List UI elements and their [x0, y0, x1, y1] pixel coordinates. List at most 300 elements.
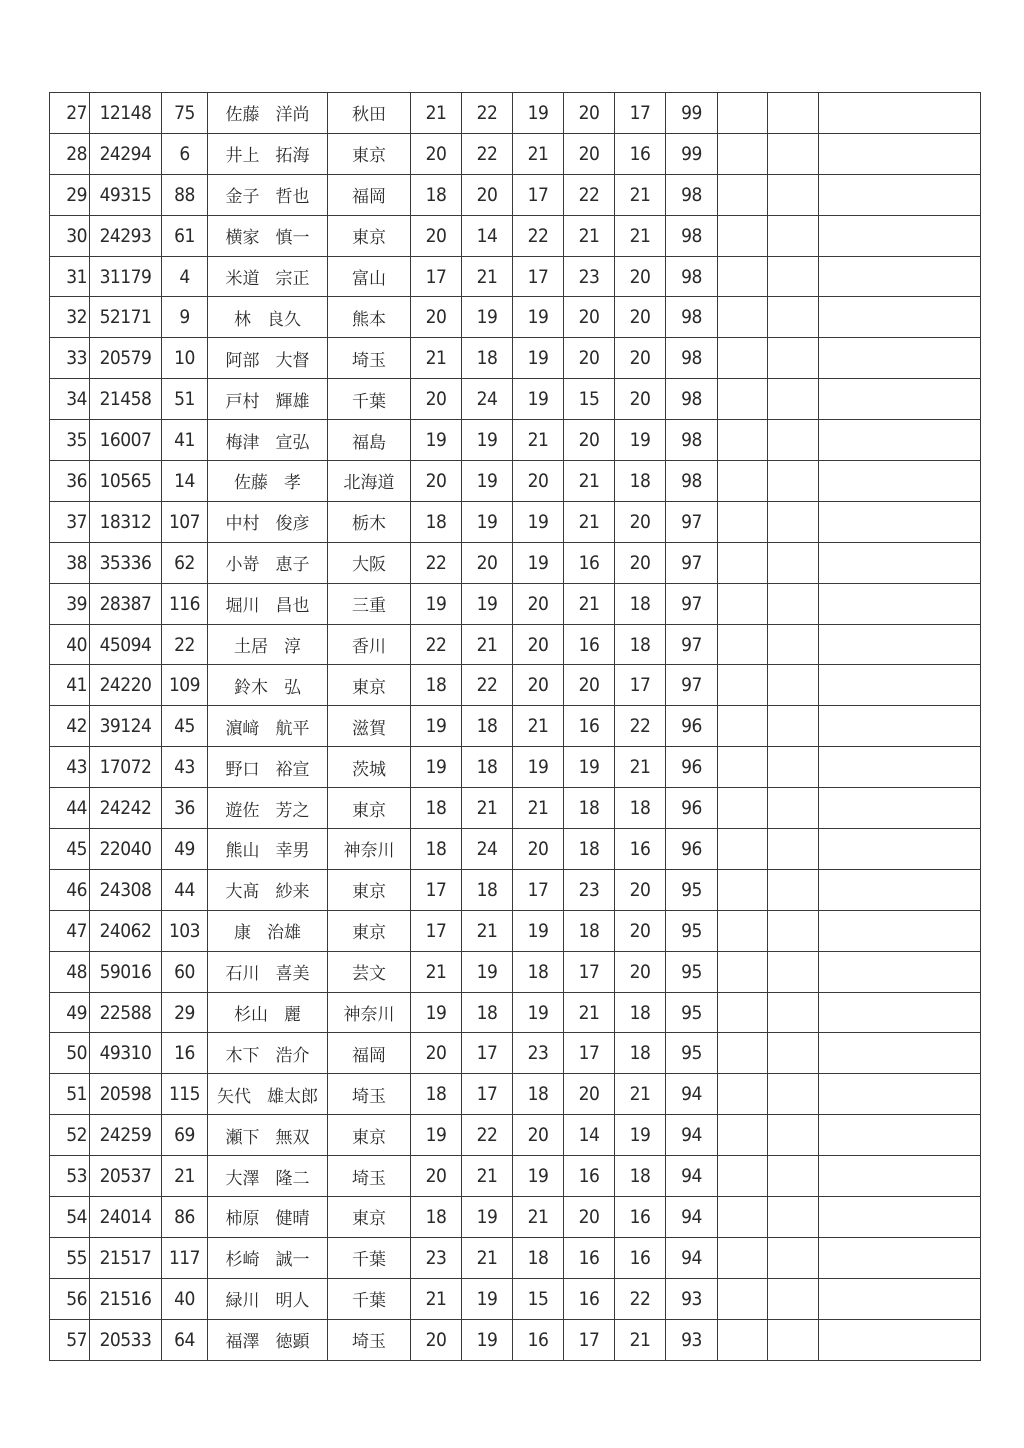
member-id-cell: 20533 — [90, 1319, 162, 1360]
rank-cell: 52 — [50, 1115, 90, 1156]
given-name: 洋尚 — [275, 105, 310, 126]
prefecture-cell: 三重 — [328, 583, 411, 624]
blank-cell-2 — [768, 1115, 819, 1156]
score-4-cell: 16 — [564, 624, 615, 665]
name-cell — [208, 256, 328, 297]
member-id-cell: 49310 — [90, 1033, 162, 1074]
score-3-cell: 20 — [513, 665, 564, 706]
score-3-cell: 19 — [513, 297, 564, 338]
prefecture-cell: 千葉 — [328, 1278, 411, 1319]
family-name: 堀川 — [225, 596, 260, 617]
score-2-cell: 17 — [462, 1074, 513, 1115]
total-cell: 98 — [666, 461, 718, 502]
blank-cell-1 — [718, 93, 768, 134]
score-4-cell: 14 — [564, 1115, 615, 1156]
score-3-cell: 20 — [513, 829, 564, 870]
rank-cell: 57 — [50, 1319, 90, 1360]
score-3-cell: 17 — [513, 174, 564, 215]
blank-cell-2 — [768, 133, 819, 174]
entry-number-cell: 107 — [162, 501, 208, 542]
rank-cell: 38 — [50, 542, 90, 583]
table-row — [50, 1033, 981, 1074]
table-row — [50, 542, 981, 583]
score-5-cell: 20 — [615, 951, 666, 992]
given-name: 孝 — [284, 473, 301, 494]
total-cell: 98 — [666, 215, 718, 256]
table-row — [50, 379, 981, 420]
score-5-cell: 18 — [615, 1156, 666, 1197]
score-3-cell: 17 — [513, 869, 564, 910]
score-2-cell: 21 — [462, 910, 513, 951]
score-2-cell: 19 — [462, 1278, 513, 1319]
name-cell — [208, 297, 328, 338]
rank-cell: 27 — [50, 93, 90, 134]
score-1-cell: 22 — [411, 624, 462, 665]
score-2-cell: 24 — [462, 379, 513, 420]
blank-cell-3 — [819, 910, 981, 951]
given-name: 隆二 — [275, 1168, 310, 1189]
blank-cell-1 — [718, 665, 768, 706]
family-name: 米道 — [225, 269, 260, 289]
score-2-cell: 21 — [462, 788, 513, 829]
family-name: 金子 — [225, 187, 260, 208]
blank-cell-2 — [768, 1156, 819, 1197]
family-name: 鈴木 — [234, 677, 268, 698]
blank-cell-2 — [768, 1278, 819, 1319]
blank-cell-3 — [819, 951, 981, 992]
score-2-cell: 20 — [462, 542, 513, 583]
blank-cell-3 — [819, 133, 981, 174]
score-3-cell: 21 — [513, 706, 564, 747]
score-4-cell: 17 — [564, 1319, 615, 1360]
table-row — [50, 174, 981, 215]
blank-cell-1 — [718, 829, 768, 870]
name-cell — [208, 1319, 328, 1360]
score-3-cell: 19 — [513, 93, 564, 134]
total-cell: 94 — [666, 1074, 718, 1115]
total-cell: 95 — [666, 910, 718, 951]
blank-cell-2 — [768, 542, 819, 583]
score-4-cell: 16 — [564, 1237, 615, 1278]
blank-cell-3 — [819, 338, 981, 379]
score-5-cell: 18 — [615, 583, 666, 624]
total-cell: 95 — [666, 1033, 718, 1074]
blank-cell-2 — [768, 461, 819, 502]
family-name: 矢代 — [217, 1086, 251, 1107]
blank-cell-2 — [768, 1197, 819, 1238]
family-name: 佐藤 — [225, 105, 260, 126]
prefecture-cell: 東京 — [328, 215, 411, 256]
score-4-cell: 16 — [564, 1278, 615, 1319]
score-3-cell: 21 — [513, 133, 564, 174]
score-3-cell: 23 — [513, 1033, 564, 1074]
score-1-cell: 20 — [411, 1319, 462, 1360]
member-id-cell: 18312 — [90, 501, 162, 542]
blank-cell-3 — [819, 1319, 981, 1360]
score-5-cell: 21 — [615, 747, 666, 788]
score-3-cell: 17 — [513, 256, 564, 297]
blank-cell-3 — [819, 461, 981, 502]
score-5-cell: 21 — [615, 1074, 666, 1115]
name-cell — [208, 951, 328, 992]
blank-cell-3 — [819, 1074, 981, 1115]
entry-number-cell: 14 — [162, 461, 208, 502]
score-5-cell: 16 — [615, 1237, 666, 1278]
member-id-cell: 28387 — [90, 583, 162, 624]
score-5-cell: 18 — [615, 788, 666, 829]
name-cell — [208, 338, 328, 379]
score-2-cell: 24 — [462, 829, 513, 870]
score-5-cell: 16 — [615, 133, 666, 174]
total-cell: 99 — [666, 133, 718, 174]
blank-cell-1 — [718, 379, 768, 420]
score-3-cell: 19 — [513, 542, 564, 583]
entry-number-cell: 41 — [162, 420, 208, 461]
score-1-cell: 18 — [411, 665, 462, 706]
prefecture-cell: 東京 — [328, 788, 411, 829]
family-name: 熊山 — [225, 841, 260, 862]
family-name: 福澤 — [225, 1332, 260, 1353]
member-id-cell: 20579 — [90, 338, 162, 379]
score-1-cell: 17 — [411, 910, 462, 951]
family-name: 林 — [234, 309, 251, 330]
member-id-cell: 24308 — [90, 869, 162, 910]
total-cell: 98 — [666, 338, 718, 379]
blank-cell-2 — [768, 992, 819, 1033]
score-1-cell: 21 — [411, 951, 462, 992]
name-cell — [208, 542, 328, 583]
score-2-cell: 19 — [462, 1197, 513, 1238]
given-name: 恵子 — [275, 555, 310, 576]
total-cell: 94 — [666, 1237, 718, 1278]
blank-cell-3 — [819, 869, 981, 910]
total-cell: 95 — [666, 992, 718, 1033]
family-name: 濵﨑 — [225, 718, 260, 739]
table-row — [50, 215, 981, 256]
family-name: 梅津 — [225, 432, 260, 453]
prefecture-cell: 東京 — [328, 1197, 411, 1238]
family-name: 佐藤 — [234, 473, 268, 494]
score-4-cell: 23 — [564, 256, 615, 297]
entry-number-cell: 40 — [162, 1278, 208, 1319]
entry-number-cell: 10 — [162, 338, 208, 379]
score-1-cell: 19 — [411, 747, 462, 788]
score-4-cell: 21 — [564, 501, 615, 542]
total-cell: 97 — [666, 542, 718, 583]
blank-cell-2 — [768, 829, 819, 870]
score-1-cell: 18 — [411, 501, 462, 542]
given-name: 輝雄 — [275, 391, 310, 412]
rank-cell: 28 — [50, 133, 90, 174]
entry-number-cell: 49 — [162, 829, 208, 870]
score-1-cell: 21 — [411, 1278, 462, 1319]
blank-cell-1 — [718, 910, 768, 951]
prefecture-cell: 滋賀 — [328, 706, 411, 747]
score-1-cell: 18 — [411, 1074, 462, 1115]
blank-cell-1 — [718, 1237, 768, 1278]
given-name: 紗来 — [275, 882, 310, 903]
blank-cell-1 — [718, 256, 768, 297]
rank-cell: 40 — [50, 624, 90, 665]
given-name: 宣弘 — [275, 432, 310, 453]
family-name: 瀬下 — [225, 1127, 260, 1148]
score-3-cell: 19 — [513, 1156, 564, 1197]
score-2-cell: 21 — [462, 1156, 513, 1197]
family-name: 杉崎 — [225, 1250, 260, 1271]
rank-cell: 47 — [50, 910, 90, 951]
name-cell — [208, 1033, 328, 1074]
table-row — [50, 910, 981, 951]
table-row — [50, 747, 981, 788]
total-cell: 96 — [666, 706, 718, 747]
rank-cell: 55 — [50, 1237, 90, 1278]
score-3-cell: 21 — [513, 420, 564, 461]
member-id-cell: 22040 — [90, 829, 162, 870]
score-5-cell: 19 — [615, 1115, 666, 1156]
score-4-cell: 19 — [564, 747, 615, 788]
score-5-cell: 19 — [615, 420, 666, 461]
blank-cell-2 — [768, 747, 819, 788]
prefecture-cell: 埼玉 — [328, 1074, 411, 1115]
member-id-cell: 10565 — [90, 461, 162, 502]
score-1-cell: 21 — [411, 338, 462, 379]
score-3-cell: 20 — [513, 461, 564, 502]
total-cell: 94 — [666, 1197, 718, 1238]
blank-cell-3 — [819, 297, 981, 338]
score-4-cell: 20 — [564, 338, 615, 379]
blank-cell-2 — [768, 1237, 819, 1278]
score-3-cell: 21 — [513, 788, 564, 829]
given-name: 幸男 — [275, 841, 310, 862]
score-2-cell: 21 — [462, 256, 513, 297]
score-2-cell: 21 — [462, 1237, 513, 1278]
score-1-cell: 18 — [411, 1197, 462, 1238]
name-cell — [208, 215, 328, 256]
blank-cell-3 — [819, 215, 981, 256]
member-id-cell: 24014 — [90, 1197, 162, 1238]
score-4-cell: 16 — [564, 1156, 615, 1197]
blank-cell-2 — [768, 665, 819, 706]
score-3-cell: 15 — [513, 1278, 564, 1319]
member-id-cell: 24062 — [90, 910, 162, 951]
total-cell: 96 — [666, 788, 718, 829]
family-name: 井上 — [225, 146, 260, 167]
results-body — [50, 93, 981, 1361]
member-id-cell: 24220 — [90, 665, 162, 706]
table-row — [50, 461, 981, 502]
blank-cell-1 — [718, 420, 768, 461]
entry-number-cell: 51 — [162, 379, 208, 420]
table-row — [50, 256, 981, 297]
blank-cell-2 — [768, 910, 819, 951]
score-5-cell: 20 — [615, 910, 666, 951]
score-1-cell: 17 — [411, 256, 462, 297]
entry-number-cell: 29 — [162, 992, 208, 1033]
entry-number-cell: 61 — [162, 215, 208, 256]
rank-cell: 32 — [50, 297, 90, 338]
table-row — [50, 93, 981, 134]
family-name: 横家 — [225, 228, 260, 249]
entry-number-cell: 6 — [162, 133, 208, 174]
blank-cell-2 — [768, 1033, 819, 1074]
score-5-cell: 20 — [615, 379, 666, 420]
prefecture-cell: 茨城 — [328, 747, 411, 788]
prefecture-cell: 福岡 — [328, 1033, 411, 1074]
score-1-cell: 20 — [411, 133, 462, 174]
score-5-cell: 22 — [615, 706, 666, 747]
score-2-cell: 19 — [462, 501, 513, 542]
name-cell — [208, 869, 328, 910]
total-cell: 95 — [666, 869, 718, 910]
entry-number-cell: 62 — [162, 542, 208, 583]
score-1-cell: 20 — [411, 297, 462, 338]
score-2-cell: 18 — [462, 338, 513, 379]
score-3-cell: 20 — [513, 1115, 564, 1156]
prefecture-cell: 熊本 — [328, 297, 411, 338]
total-cell: 94 — [666, 1115, 718, 1156]
member-id-cell: 59016 — [90, 951, 162, 992]
total-cell: 97 — [666, 501, 718, 542]
score-3-cell: 18 — [513, 1237, 564, 1278]
score-4-cell: 23 — [564, 869, 615, 910]
score-1-cell: 20 — [411, 215, 462, 256]
prefecture-cell: 大阪 — [328, 542, 411, 583]
table-row — [50, 420, 981, 461]
member-id-cell: 20598 — [90, 1074, 162, 1115]
score-2-cell: 21 — [462, 624, 513, 665]
prefecture-cell: 東京 — [328, 869, 411, 910]
score-2-cell: 19 — [462, 297, 513, 338]
member-id-cell: 24294 — [90, 133, 162, 174]
total-cell: 97 — [666, 583, 718, 624]
prefecture-cell: 神奈川 — [328, 992, 411, 1033]
score-5-cell: 20 — [615, 869, 666, 910]
member-id-cell: 16007 — [90, 420, 162, 461]
table-row — [50, 1074, 981, 1115]
prefecture-cell: 秋田 — [328, 93, 411, 134]
total-cell: 98 — [666, 174, 718, 215]
blank-cell-2 — [768, 788, 819, 829]
score-3-cell: 16 — [513, 1319, 564, 1360]
score-1-cell: 19 — [411, 583, 462, 624]
given-name: 拓海 — [275, 146, 310, 167]
blank-cell-1 — [718, 1033, 768, 1074]
score-4-cell: 17 — [564, 951, 615, 992]
entry-number-cell: 45 — [162, 706, 208, 747]
prefecture-cell: 富山 — [328, 256, 411, 297]
family-name: 土居 — [234, 637, 268, 658]
rank-cell: 45 — [50, 829, 90, 870]
entry-number-cell: 115 — [162, 1074, 208, 1115]
blank-cell-3 — [819, 583, 981, 624]
given-name: 俊彦 — [275, 514, 310, 535]
entry-number-cell: 117 — [162, 1237, 208, 1278]
family-name: 野口 — [225, 759, 260, 780]
blank-cell-1 — [718, 338, 768, 379]
family-name: 小嵜 — [225, 555, 260, 576]
given-name: 浩介 — [275, 1045, 310, 1066]
blank-cell-2 — [768, 624, 819, 665]
score-5-cell: 20 — [615, 542, 666, 583]
blank-cell-3 — [819, 829, 981, 870]
score-3-cell: 19 — [513, 338, 564, 379]
rank-cell: 35 — [50, 420, 90, 461]
rank-cell: 53 — [50, 1156, 90, 1197]
blank-cell-3 — [819, 706, 981, 747]
rank-cell: 54 — [50, 1197, 90, 1238]
name-cell — [208, 665, 328, 706]
score-5-cell: 16 — [615, 829, 666, 870]
blank-cell-1 — [718, 951, 768, 992]
score-4-cell: 21 — [564, 583, 615, 624]
score-2-cell: 22 — [462, 665, 513, 706]
entry-number-cell: 36 — [162, 788, 208, 829]
total-cell: 99 — [666, 93, 718, 134]
entry-number-cell: 16 — [162, 1033, 208, 1074]
score-4-cell: 20 — [564, 665, 615, 706]
given-name: 良久 — [267, 309, 301, 330]
blank-cell-1 — [718, 1278, 768, 1319]
score-4-cell: 20 — [564, 420, 615, 461]
blank-cell-3 — [819, 174, 981, 215]
prefecture-cell: 東京 — [328, 910, 411, 951]
blank-cell-1 — [718, 747, 768, 788]
name-cell — [208, 1074, 328, 1115]
member-id-cell: 12148 — [90, 93, 162, 134]
blank-cell-2 — [768, 93, 819, 134]
blank-cell-2 — [768, 869, 819, 910]
name-cell — [208, 910, 328, 951]
table-row — [50, 1156, 981, 1197]
score-1-cell: 21 — [411, 93, 462, 134]
score-1-cell: 23 — [411, 1237, 462, 1278]
name-cell — [208, 379, 328, 420]
prefecture-cell: 埼玉 — [328, 1319, 411, 1360]
name-cell — [208, 829, 328, 870]
rank-cell: 43 — [50, 747, 90, 788]
member-id-cell: 35336 — [90, 542, 162, 583]
given-name: 航平 — [275, 718, 310, 739]
total-cell: 97 — [666, 624, 718, 665]
score-3-cell: 18 — [513, 951, 564, 992]
prefecture-cell: 神奈川 — [328, 829, 411, 870]
blank-cell-1 — [718, 174, 768, 215]
blank-cell-3 — [819, 379, 981, 420]
score-5-cell: 18 — [615, 624, 666, 665]
score-1-cell: 18 — [411, 788, 462, 829]
score-1-cell: 18 — [411, 174, 462, 215]
blank-cell-2 — [768, 420, 819, 461]
blank-cell-1 — [718, 992, 768, 1033]
name-cell — [208, 1197, 328, 1238]
given-name: 芳之 — [275, 800, 310, 821]
score-4-cell: 18 — [564, 910, 615, 951]
score-2-cell: 14 — [462, 215, 513, 256]
blank-cell-1 — [718, 788, 768, 829]
table-row — [50, 338, 981, 379]
entry-number-cell: 4 — [162, 256, 208, 297]
score-4-cell: 16 — [564, 542, 615, 583]
family-name: 中村 — [225, 514, 260, 535]
blank-cell-3 — [819, 624, 981, 665]
entry-number-cell: 69 — [162, 1115, 208, 1156]
prefecture-cell: 東京 — [328, 1115, 411, 1156]
family-name: 柿原 — [225, 1209, 260, 1230]
total-cell: 93 — [666, 1319, 718, 1360]
table-row — [50, 501, 981, 542]
blank-cell-1 — [718, 1197, 768, 1238]
blank-cell-1 — [718, 706, 768, 747]
